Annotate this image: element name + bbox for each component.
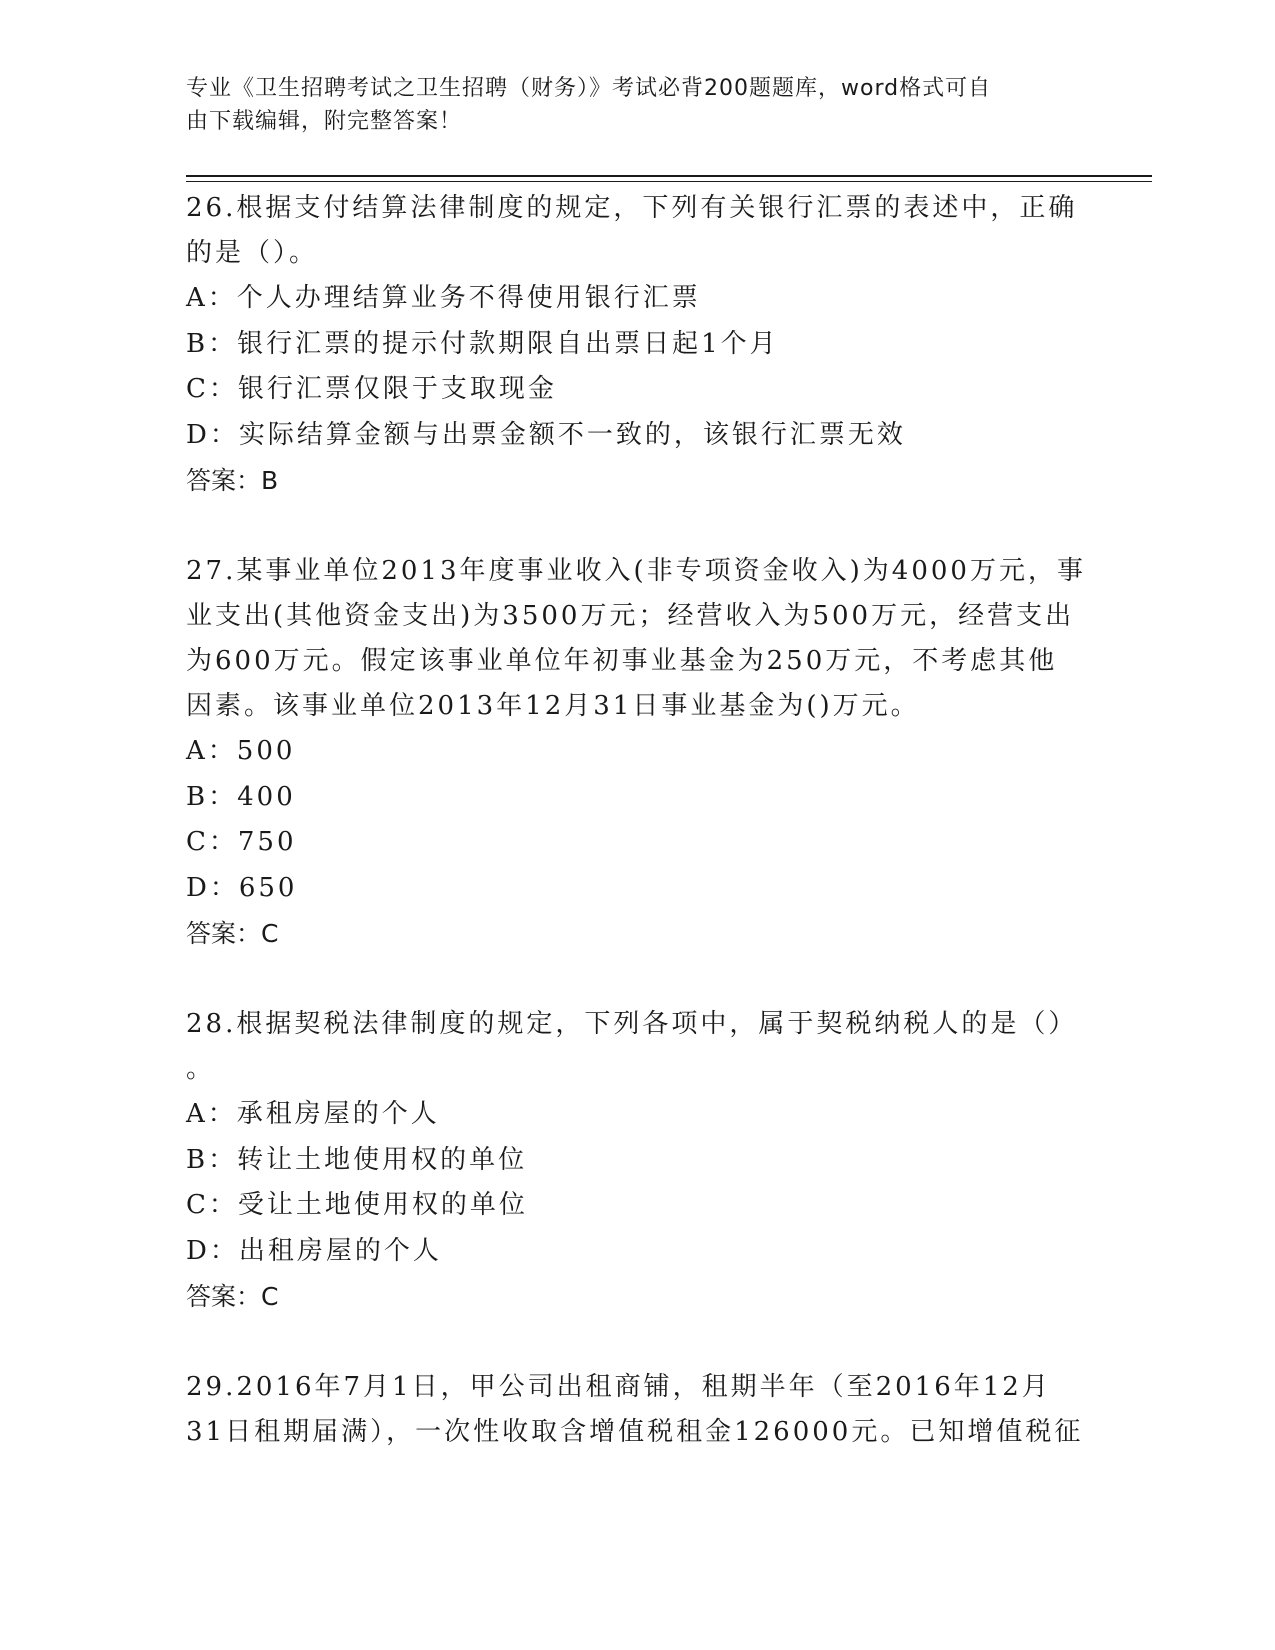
option-c: C：受让土地使用权的单位 [186, 1190, 528, 1220]
option-d: D：650 [186, 872, 298, 903]
question-stem-line: 31日租期届满），一次性收取含增值税租金126000元。已知增值税征 [186, 1417, 1084, 1447]
option-b: B：转让土地使用权的单位 [186, 1144, 528, 1175]
option-c: C：银行汇票仅限于支取现金 [186, 374, 557, 404]
option-d: D：实际结算金额与出票金额不一致的，该银行汇票无效 [186, 419, 906, 450]
question-stem-line: 26.根据支付结算法律制度的规定，下列有关银行汇票的表述中，正确 [186, 193, 1078, 223]
answer-line: 答案：B [186, 466, 279, 495]
question-spacer [186, 1320, 1086, 1365]
option-d: D：出租房屋的个人 [186, 1235, 442, 1266]
option-a: A：承租房屋的个人 [186, 1099, 440, 1129]
document-header [186, 72, 1066, 138]
question-stem-line: 28.根据契税法律制度的规定，下列各项中，属于契税纳税人的是（） [186, 1009, 1078, 1039]
header-line-1: 专业《卫生招聘考试之卫生招聘（财务）》考试必背200题题库，word格式可自 [186, 76, 992, 101]
question-stem-line: 业支出(其他资金支出)为3500万元；经营收入为500万元，经营支出 [186, 601, 1075, 631]
answer-line: 答案：C [186, 1282, 279, 1311]
question-spacer [186, 504, 1086, 549]
option-b: B：银行汇票的提示付款期限自出票日起1个月 [186, 328, 779, 359]
question-26 [186, 186, 1086, 504]
question-stem-line: 29.2016年7月1日，甲公司出租商铺，租期半年（至2016年12月 [186, 1372, 1051, 1402]
header-divider-thin [186, 181, 1152, 182]
header-line-2: 由下载编辑，附完整答案！ [186, 109, 463, 134]
option-b: B：400 [186, 781, 296, 812]
question-27 [186, 549, 1086, 957]
question-stem-line: 为600万元。假定该事业单位年初事业基金为250万元，不考虑其他 [186, 646, 1058, 676]
question-29 [186, 1365, 1086, 1455]
question-stem-line: 因素。该事业单位2013年12月31日事业基金为()万元。 [186, 691, 920, 721]
question-28 [186, 1002, 1086, 1320]
option-c: C：750 [186, 827, 297, 857]
option-a: A：500 [186, 736, 296, 766]
question-stem-line: 。 [186, 1054, 216, 1084]
question-list [186, 186, 1086, 1455]
option-a: A：个人办理结算业务不得使用银行汇票 [186, 283, 701, 313]
header-divider-thick [186, 175, 1152, 177]
question-stem-line: 27.某事业单位2013年度事业收入(非专项资金收入)为4000万元，事 [186, 556, 1086, 586]
question-stem-line: 的是（）。 [186, 238, 319, 268]
answer-line: 答案：C [186, 919, 279, 948]
question-spacer [186, 957, 1086, 1002]
